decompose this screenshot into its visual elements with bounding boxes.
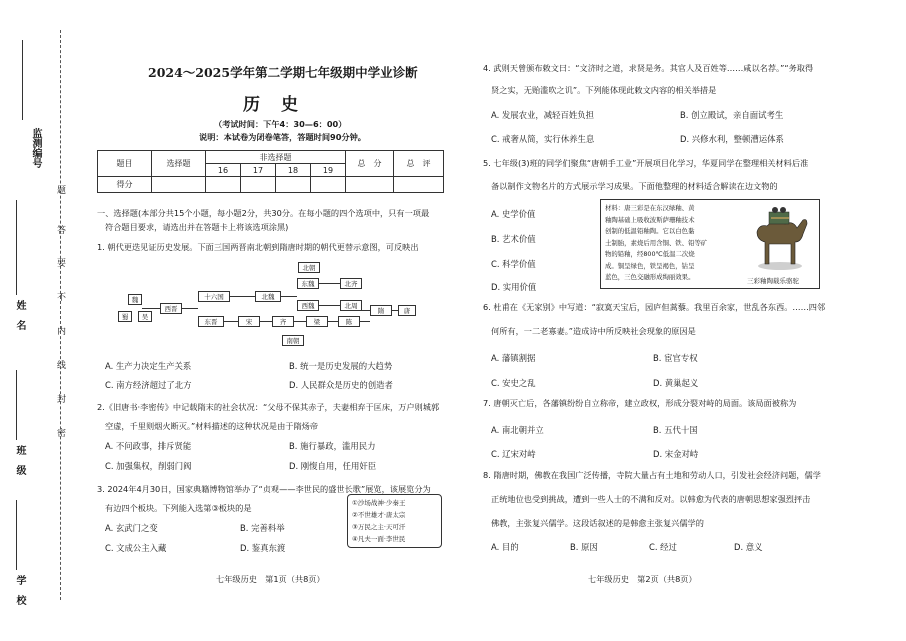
q6-option-d[interactable]: D. 黄巢起义: [653, 378, 699, 388]
dyn-liang: 梁: [306, 316, 328, 327]
q4-option-c[interactable]: C. 戒奢从简，实行休养生息: [491, 134, 595, 144]
book-item: ①沙场战神·少秦王: [352, 499, 406, 507]
dyn-dongwei: 东魏: [297, 278, 319, 289]
class-label: 班 级: [14, 445, 25, 475]
q3-option-d[interactable]: D. 鉴真东渡: [240, 543, 286, 553]
material-line: 成。铜呈绿色，铁呈褐色，钴呈: [605, 261, 695, 270]
q6-stem-line2: 何所有，一二老寡妻。”造成诗中所反映社会现象的原因是: [491, 326, 696, 336]
material-line: 釉陶基础上吸收波斯萨珊釉技术: [605, 215, 695, 224]
q2-option-b[interactable]: B. 施行暴政，滥用民力: [289, 441, 376, 451]
diagram-arrow: [224, 321, 238, 322]
exam-time: （考试时间：下午4：30—6：00）: [214, 119, 347, 129]
diagram-arrow: [230, 296, 255, 297]
diagram-arrow: [392, 310, 398, 311]
seal-char: 内: [55, 326, 65, 336]
dyn-tang: 唐: [398, 305, 416, 316]
q1-option-d[interactable]: D. 人民群众是历史的创造者: [289, 380, 393, 390]
q4-stem-line1: 4. 武则天曾颁布敕文曰：“文济时之道，求贤是务。其官人及百姓等……咸以名荐。”“务取得: [483, 63, 814, 73]
dynasty-diagram: [110, 264, 430, 348]
section1-intro-line2: 符合题目要求，请选出并在答题卡上将该选项涂黑): [105, 222, 289, 232]
subject-title: 历 史: [243, 95, 300, 115]
dyn-beizhou: 北周: [340, 300, 362, 311]
q8-stem-line2: 正统地位也受到挑战，遭到一些人士的不满和反对。以韩愈为代表的唐朝思想家强烈抨击: [491, 494, 811, 504]
q5-option-a[interactable]: A. 史学价值: [491, 209, 536, 219]
book-item: ③万民之主·天可汗: [352, 523, 406, 531]
score-header-xuanze: 选择题: [152, 151, 206, 177]
footer-page2: 七年级历史 第2页（共8页）: [588, 574, 697, 584]
q2-option-c[interactable]: C. 加强集权，削弱门阀: [105, 461, 192, 471]
material-line: 蓝色，三色交融形成绚丽效果。: [605, 273, 695, 281]
footer-page1: 七年级历史 第1页（共8页）: [216, 574, 325, 584]
material-line: 土制胎，素烧后用含铜、铁、铅等矿: [605, 238, 708, 247]
diagram-arrow: [362, 310, 370, 311]
school-line: [16, 500, 17, 570]
score-row-label: 得分: [98, 177, 152, 193]
dyn-qi: 齐: [272, 316, 294, 327]
q4-stem-line2: 贤之实，无贻滥吹之讥”。下列能体现此敕文内容的相关举措是: [491, 85, 717, 95]
q7-option-d[interactable]: D. 宋金对峙: [653, 449, 699, 459]
q2-option-a[interactable]: A. 不问政事，排斥贤能: [105, 441, 192, 451]
diagram-arrow: [182, 308, 198, 309]
score-cell[interactable]: [152, 177, 206, 193]
seal-char: 答: [55, 225, 65, 235]
q5-option-b[interactable]: B. 艺术价值: [491, 234, 536, 244]
exam-no-label: 监测编号: [30, 128, 41, 168]
q8-option-d[interactable]: D. 意义: [734, 542, 763, 552]
score-header-total: 总 分: [346, 151, 394, 177]
camel-figurine-image: [745, 204, 815, 272]
name-label: 姓 名: [14, 300, 25, 330]
name-line: [16, 200, 17, 295]
diagram-arrow: [281, 296, 297, 297]
dyn-beiqi: 北齐: [340, 278, 362, 289]
seal-char: 密: [55, 428, 65, 438]
score-cell[interactable]: [394, 177, 444, 193]
seal-char: 不: [55, 292, 65, 302]
score-col-18: 18: [276, 164, 311, 177]
section1-intro-line1: 一、选择题(本部分共15个小题，每小题2分，共30分。在每小题的四个选项中，只有一项最: [97, 208, 430, 218]
q8-option-b[interactable]: B. 原因: [570, 542, 598, 552]
q1-option-a[interactable]: A. 生产力决定生产关系: [105, 361, 192, 371]
binding-strip: [0, 0, 75, 641]
score-col-16: 16: [206, 164, 241, 177]
q4-option-b[interactable]: B. 创立殿试，亲自面试考生: [680, 110, 784, 120]
diagram-arrow: [328, 321, 338, 322]
dyn-wu: 吴: [138, 311, 152, 322]
q8-stem-line1: 8. 隋唐时期，佛教在我国广泛传播，寺院大量占有土地和劳动人口，引发社会经济问题，儒学: [483, 470, 821, 480]
q5-material-box: [600, 199, 820, 289]
book-item: ②不世雄才·唐太宗: [352, 511, 406, 519]
book-item: ④凡夫一面·李世民: [352, 535, 406, 543]
q3-option-a[interactable]: A. 玄武门之变: [105, 523, 158, 533]
exhibition-book: [347, 494, 442, 548]
score-cell[interactable]: [346, 177, 394, 193]
q8-stem-line3: 佛教，主张复兴儒学。这段话叙述的是韩愈主张复兴儒学的: [491, 518, 704, 528]
q6-option-c[interactable]: C. 安史之乱: [491, 378, 536, 388]
dyn-shiliuguo: 十六国: [198, 291, 230, 302]
q6-option-a[interactable]: A. 藩镇割据: [491, 353, 536, 363]
class-line: [16, 370, 17, 440]
exam-title: 2024～2025学年第二学期七年级期中学业诊断: [148, 65, 418, 80]
q1-option-b[interactable]: B. 统一是历史发展的大趋势: [289, 361, 393, 371]
q5-option-d[interactable]: D. 实用价值: [491, 282, 537, 292]
dyn-nanchao: 南朝: [282, 335, 304, 346]
material-line: 材料：唐三彩是在东汉绿釉、黄: [605, 204, 695, 212]
material-line: 物的铅釉，经800℃低温二次烧: [605, 250, 695, 258]
q6-stem-line1: 6. 杜甫在《无家别》中写道：“寂寞天宝后，园庐但蒿藜。我里百余家，世乱各东西。……四邻: [483, 302, 826, 312]
dyn-beiwei: 北魏: [255, 291, 281, 302]
q5-stem-line2: 备以制作文物名片的方式展示学习成果。下面他整理的材料适合解读在边文物的: [491, 181, 778, 191]
q1-option-c[interactable]: C. 南方经济超过了北方: [105, 380, 192, 390]
score-table: [97, 150, 444, 193]
school-label: 学 校: [14, 575, 25, 605]
score-cell[interactable]: [311, 177, 346, 193]
seal-char: 要: [55, 258, 65, 268]
score-header-feixuanze: 非选择题: [206, 151, 346, 164]
dyn-sui: 隋: [370, 305, 392, 316]
q7-option-b[interactable]: B. 五代十国: [653, 425, 698, 435]
diagram-arrow: [360, 321, 370, 322]
score-cell[interactable]: [206, 177, 241, 193]
dyn-shu: 蜀: [118, 311, 132, 322]
dyn-beichao: 北朝: [298, 262, 320, 273]
q8-option-c[interactable]: C. 经过: [649, 542, 677, 552]
q1-stem: 1. 朝代更迭见证历史发展。下面三国两晋南北朝到隋唐时期的朝代更替示意图，可反映出: [97, 242, 419, 252]
q7-option-c[interactable]: C. 辽宋对峙: [491, 449, 536, 459]
q3-option-c[interactable]: C. 文成公主入藏: [105, 543, 167, 553]
q6-option-b[interactable]: B. 宦官专权: [653, 353, 698, 363]
material-line: 创制的低温铅釉陶。它以白色黏: [605, 227, 695, 235]
dyn-dongjin: 东晋: [198, 316, 224, 327]
seal-char: 封: [55, 394, 65, 404]
diagram-arrow: [260, 321, 272, 322]
dyn-xiwei: 西魏: [297, 300, 319, 311]
material-text: [605, 203, 739, 284]
score-header-tihao: 题目: [98, 151, 152, 177]
exam-note: 说明：本试卷为闭卷笔答，答题时间90分钟。: [199, 132, 366, 142]
q7-stem: 7. 唐朝灭亡后，各藩镇纷纷自立称帝，建立政权，形成分裂对峙的局面。该局面被称为: [483, 398, 797, 408]
q2-stem-line1: 2.《旧唐书·李密传》中记载隋末的社会状况：“父母不保其赤子，夫妻相弃于匡床，万户则城郭: [97, 402, 440, 412]
q5-stem-line1: 5. 七年级(3)班的同学们聚焦“唐朝手工业”开展项目化学习，华夏同学在整理相关材料后准: [483, 158, 809, 168]
q4-option-d[interactable]: D. 兴修水利，整顿漕运体系: [680, 134, 784, 144]
dyn-song: 宋: [238, 316, 260, 327]
exam-no-line: [22, 40, 23, 120]
seal-dash-line: [60, 30, 61, 600]
seal-char: 线: [55, 360, 65, 370]
q3-stem-line1: 3. 2024年4月30日，国家典籍博物馆举办了“贞观——李世民的盛世长歌”展览，该展览分为: [97, 484, 431, 494]
score-cell[interactable]: [276, 177, 311, 193]
q3-stem-line2: 有边四个板块。下列能入选第③板块的是: [105, 503, 252, 513]
score-cell[interactable]: [241, 177, 276, 193]
score-header-comment: 总 评: [394, 151, 444, 177]
q2-option-d[interactable]: D. 刚愎自用，任用奸臣: [289, 461, 377, 471]
q5-option-c[interactable]: C. 科学价值: [491, 259, 536, 269]
score-col-19: 19: [311, 164, 346, 177]
diagram-arrow: [142, 308, 160, 309]
q2-stem-line2: 空虚，千里则烟火断灭。”材料描述的这种状况是由于隋炀帝: [105, 421, 319, 431]
dyn-wei: 魏: [128, 294, 142, 305]
q3-option-b[interactable]: B. 完善科举: [240, 523, 285, 533]
figure-caption: 三彩釉陶载乐骆驼: [747, 277, 799, 285]
q8-option-a[interactable]: A. 目的: [491, 542, 519, 552]
diagram-arrow: [319, 283, 340, 284]
dyn-chen: 陈: [338, 316, 360, 327]
diagram-arrow: [294, 321, 306, 322]
seal-char: 题: [55, 185, 65, 195]
score-col-17: 17: [241, 164, 276, 177]
q4-option-a[interactable]: A. 发展农业，减轻百姓负担: [491, 110, 595, 120]
diagram-arrow: [319, 305, 340, 306]
dyn-xijin: 西晋: [160, 303, 182, 314]
q7-option-a[interactable]: A. 南北朝并立: [491, 425, 544, 435]
